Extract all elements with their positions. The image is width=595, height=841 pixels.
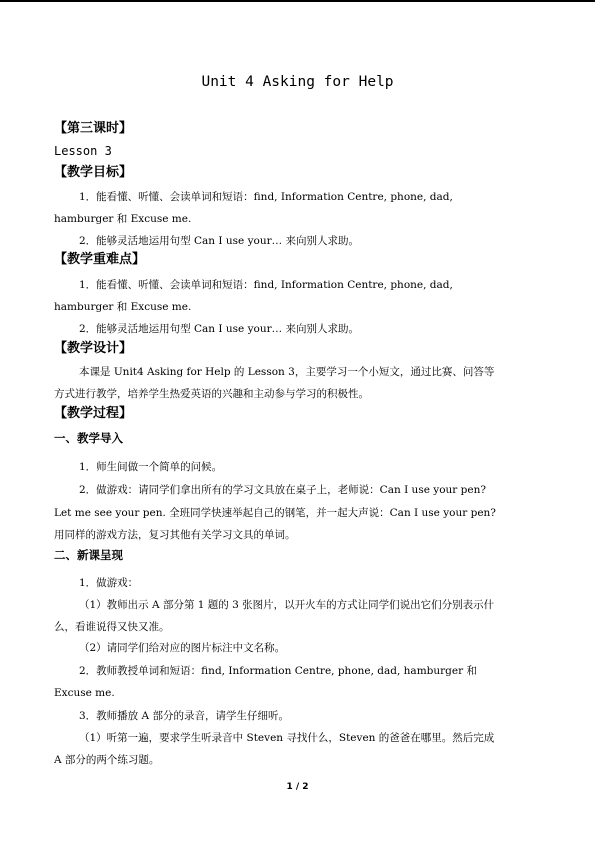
- heading-design: 【教学设计】: [54, 341, 133, 356]
- lesson-label: Lesson 3: [54, 144, 112, 158]
- objective-2: 2．能够灵活地运用句型 Can I use your… 来向别人求助。: [79, 235, 359, 247]
- design-text: 本课是 Unit4 Asking for Help 的 Lesson 3，主要学习一个小短文，通过比赛、问答等: [79, 366, 495, 378]
- new-step-2-cont: Excuse me.: [54, 687, 115, 699]
- new-step-1-sub1: （1）教师出示 A 部分第 1 题的 3 张图片，以开火车的方式让同学们说出它们分别表示什: [79, 599, 495, 611]
- heading-objectives: 【教学目标】: [54, 165, 133, 180]
- heading-lesson-period: 【第三课时】: [54, 121, 133, 136]
- intro-step-1: 1．师生间做一个简单的问候。: [79, 461, 223, 473]
- page-number: 1 / 2: [286, 782, 309, 792]
- section-intro: 一、教学导入: [54, 431, 123, 445]
- objective-1-cont: hamburger 和 Excuse me.: [54, 213, 192, 225]
- key-point-2: 2．能够灵活地运用句型 Can I use your… 来向别人求助。: [79, 323, 359, 335]
- new-step-3-sub1: （1）听第一遍，要求学生听录音中 Steven 寻找什么，Steven 的爸爸在哪里。然后完成: [79, 732, 495, 744]
- intro-step-2: 2．做游戏：请同学们拿出所有的学习文具放在桌子上，老师说：Can I use your pen?: [79, 484, 486, 496]
- new-step-2: 2．教师教授单词和短语：find, Information Centre, phone, dad, hamburger 和: [79, 665, 477, 677]
- new-step-3-sub1-cont: A 部分的两个练习题。: [54, 754, 160, 766]
- new-step-3: 3．教师播放 A 部分的录音，请学生仔细听。: [79, 710, 289, 722]
- key-point-1-cont: hamburger 和 Excuse me.: [54, 301, 192, 313]
- page-title: Unit 4 Asking for Help: [201, 74, 394, 90]
- section-new-lesson: 二、新课呈现: [54, 548, 123, 562]
- heading-process: 【教学过程】: [54, 406, 133, 421]
- top-rule: [0, 0, 595, 2]
- key-point-1: 1．能看懂、听懂、会读单词和短语：find, Information Centre, phone, dad,: [79, 279, 453, 291]
- intro-step-2-cont: Let me see your pen. 全班同学快速举起自己的钢笔，并一起大声说：Can I use your pen?: [54, 507, 496, 519]
- objective-1: 1．能看懂、听懂、会读单词和短语：find, Information Centre, phone, dad,: [79, 191, 453, 203]
- intro-step-2-cont2: 用同样的游戏方法，复习其他有关学习文具的单词。: [54, 529, 296, 541]
- new-step-1-sub2: （2）请同学们给对应的图片标注中文名称。: [79, 642, 286, 654]
- new-step-1: 1．做游戏：: [79, 577, 139, 589]
- design-text-cont: 方式进行教学，培养学生热爱英语的兴趣和主动参与学习的积极性。: [54, 388, 369, 400]
- heading-key-points: 【教学重难点】: [54, 252, 146, 267]
- new-step-1-sub1-cont: 么，看谁说得又快又准。: [54, 621, 170, 633]
